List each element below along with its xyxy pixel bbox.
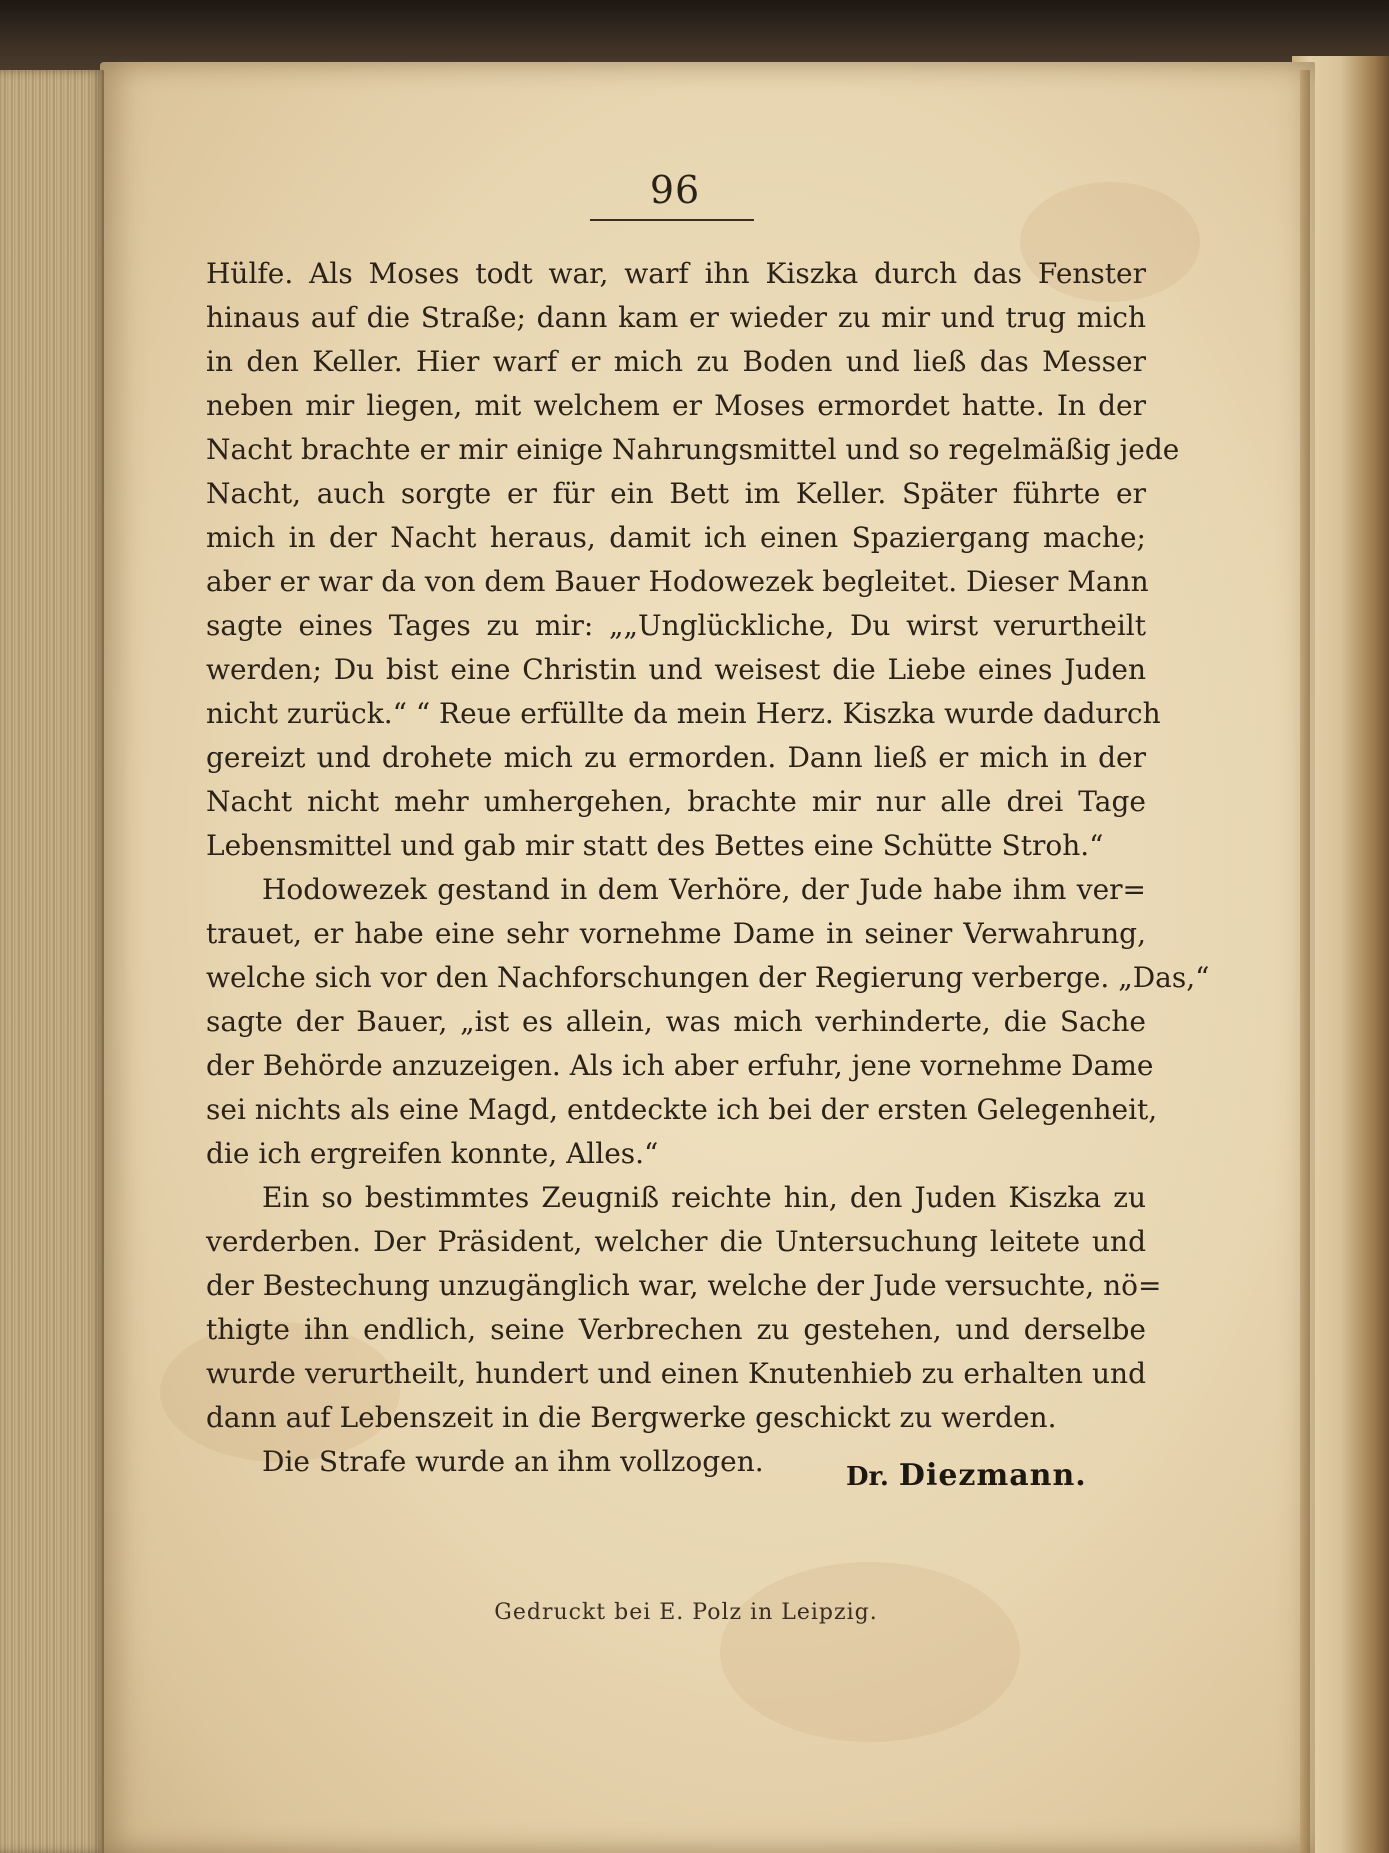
signature (846, 1458, 1087, 1493)
text-line: der Behörde anzuzeigen. Als ich aber erfuhr, jene vornehme Dame (206, 1049, 1154, 1082)
text-line: aber er war da von dem Bauer Hodowezek begleitet. Dieser Mann (206, 565, 1149, 598)
text-line: in den Keller. Hier warf er mich zu Boden und ließ das Messer (206, 345, 1146, 378)
printer-imprint: Gedruckt bei E. Polz in Leipzig. (494, 1600, 878, 1625)
text-line: Die Strafe wurde an ihm vollzogen. (262, 1445, 764, 1478)
header-rule (590, 219, 754, 221)
text-line: der Bestechung unzugänglich war, welche der Jude versuchte, nö= (206, 1269, 1162, 1302)
text-line: Hodowezek gestand in dem Verhöre, der Jude habe ihm ver= (262, 873, 1146, 906)
text-line: thigte ihn endlich, seine Verbrechen zu gestehen, und derselbe (206, 1313, 1146, 1346)
signature-title: Dr. (846, 1462, 889, 1492)
text-line: hinaus auf die Straße; dann kam er wieder zu mir und trug mich (206, 301, 1146, 334)
body-text (206, 252, 1210, 1484)
text-line: nicht zurück.“ “ Reue erfüllte da mein Herz. Kiszka wurde dadurch (206, 697, 1161, 730)
text-line: Nacht, auch sorgte er für ein Bett im Keller. Später führte er (206, 477, 1146, 510)
text-line: sei nichts als eine Magd, entdeckte ich bei der ersten Gelegenheit, (206, 1093, 1158, 1126)
text-line: Nacht brachte er mir einige Nahrungsmittel und so regelmäßig jede (206, 433, 1180, 466)
text-line: sagte eines Tages zu mir: „„Unglückliche, Du wirst verurtheilt (206, 609, 1146, 642)
text-line: mich in der Nacht heraus, damit ich einen Spaziergang mache; (206, 521, 1146, 554)
text-line: Ein so bestimmtes Zeugniß reichte hin, den Juden Kiszka zu (262, 1181, 1146, 1214)
text-line: werden; Du bist eine Christin und weisest die Liebe eines Juden (206, 653, 1146, 686)
paper-stain (720, 1562, 1020, 1742)
text-line: welche sich vor den Nachforschungen der Regierung verberge. „Das,“ (206, 961, 1210, 994)
book-top-shadow (0, 0, 1389, 70)
text-line: dann auf Lebenszeit in die Bergwerke geschickt zu werden. (206, 1401, 1057, 1434)
text-line: Hülfe. Als Moses todt war, warf ihn Kiszka durch das Fenster (206, 257, 1146, 290)
text-line: sagte der Bauer, „ist es allein, was mich verhinderte, die Sache (206, 1005, 1146, 1038)
text-line: gereizt und drohete mich zu ermorden. Dann ließ er mich in der (206, 741, 1146, 774)
signature-name: Diezmann. (898, 1458, 1087, 1493)
text-line: Lebensmittel und gab mir statt des Bettes eine Schütte Stroh.“ (206, 829, 1104, 862)
text-line: Nacht nicht mehr umhergehen, brachte mir nur alle drei Tage (206, 785, 1146, 818)
page-edge-right (1300, 70, 1310, 1853)
text-line: verderben. Der Präsident, welcher die Untersuchung leitete und (206, 1225, 1146, 1258)
text-line: die ich ergreifen konnte, Alles.“ (206, 1137, 659, 1170)
page-stack-left (0, 70, 104, 1853)
text-line: wurde verurtheilt, hundert und einen Knutenhieb zu erhalten und (206, 1357, 1146, 1390)
text-line: neben mir liegen, mit welchem er Moses ermordet hatte. In der (206, 389, 1146, 422)
page-number: 96 (649, 168, 701, 212)
text-line: trauet, er habe eine sehr vornehme Dame in seiner Verwahrung, (206, 917, 1146, 950)
